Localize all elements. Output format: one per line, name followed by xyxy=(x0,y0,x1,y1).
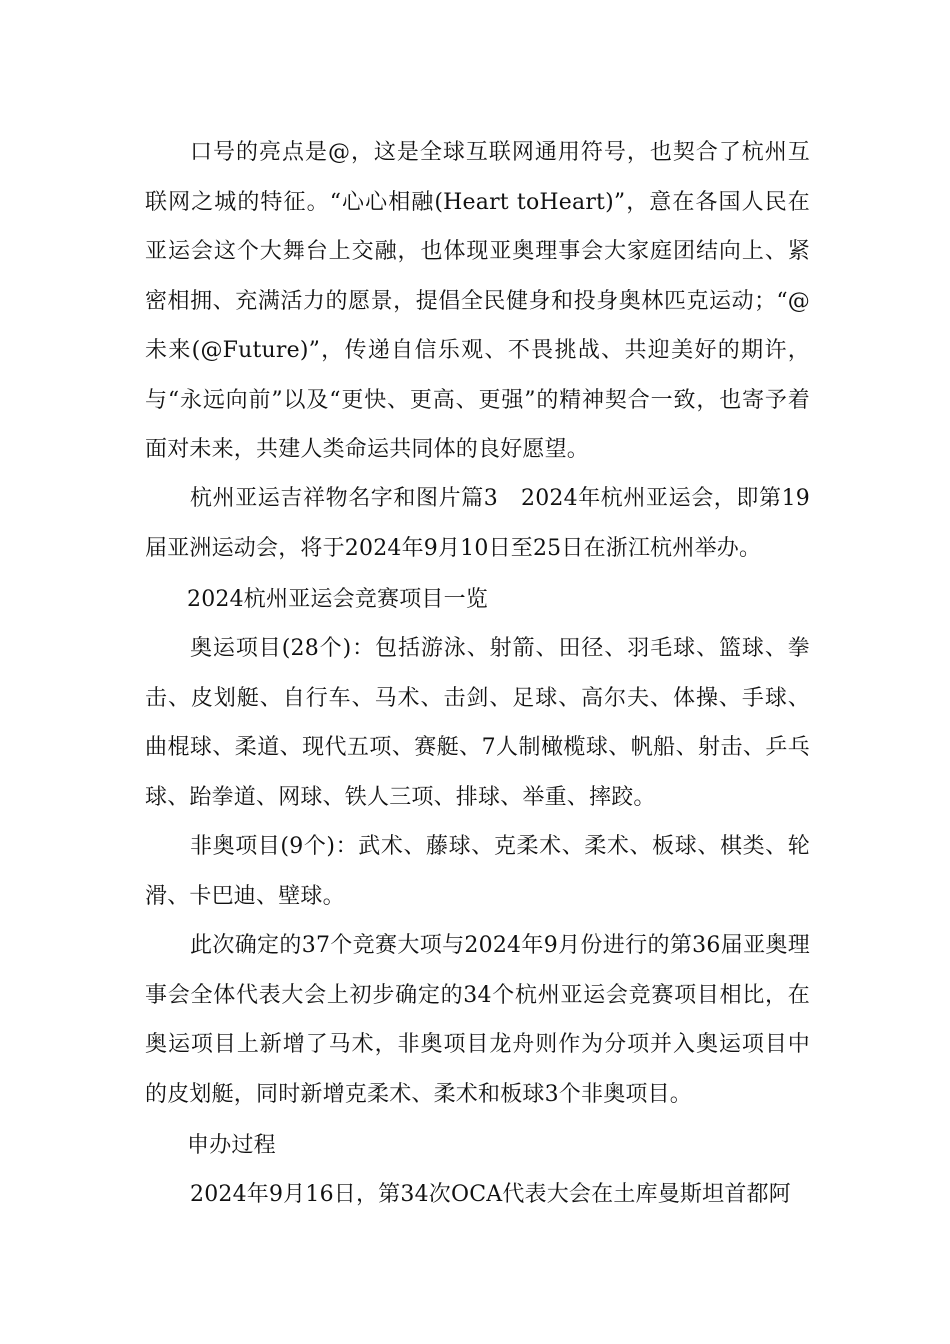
paragraph-olympic-events: 奥运项目(28个)：包括游泳、射箭、田径、羽毛球、篮球、拳击、皮划艇、自行车、马术、击剑、足球、高尔夫、体操、手球、曲棍球、柔道、现代五项、赛艇、7人制橄榄球、帆船、射击、乒乓球、跆拳道、网球、铁人三项、排球、举重、摔跤。 xyxy=(145,636,810,810)
paragraph-event-comparison: 此次确定的37个竞赛大项与2024年9月份进行的第36届亚奥理事会全体代表大会上初步确定的34个杭州亚运会竞赛项目相比，在奥运项目上新增了马术，非奥项目龙舟则作为分项并入奥运项目中的皮划艇，同时新增克柔术、柔术和板球3个非奥项目。 xyxy=(145,933,810,1107)
paragraph-non-olympic-events: 非奥项目(9个)：武术、藤球、克柔术、柔术、板球、棋类、轮滑、卡巴迪、壁球。 xyxy=(145,834,810,909)
paragraph-games-intro: 杭州亚运吉祥物名字和图片篇3 2024年杭州亚运会，即第19届亚洲运动会，将于2024年9月10日至25日在浙江杭州举办。 xyxy=(145,486,810,561)
paragraph-slogan: 口号的亮点是@，这是全球互联网通用符号，也契合了杭州互联网之城的特征。“心心相融(Heart toHeart)”，意在各国人民在亚运会这个大舞台上交融，也体现亚奥理事会大家庭团结向上、紧密相拥、充满活力的愿景，提倡全民健身和投身奥林匹克运动；“@未来(@Future)”，传递自信乐观、不畏挑战、共迎美好的期许，与“永远向前”以及“更快、更高、更强”的精神契合一致，也寄予着面对未来，共建人类命运共同体的良好愿望。 xyxy=(145,140,810,462)
section-heading-bid: 申办过程 xyxy=(187,1133,276,1158)
section-heading-events: 2024杭州亚运会竞赛项目一览 xyxy=(187,587,488,612)
paragraph-bid-process: 2024年9月16日，第34次OCA代表大会在土库曼斯坦首都阿 xyxy=(190,1182,791,1207)
